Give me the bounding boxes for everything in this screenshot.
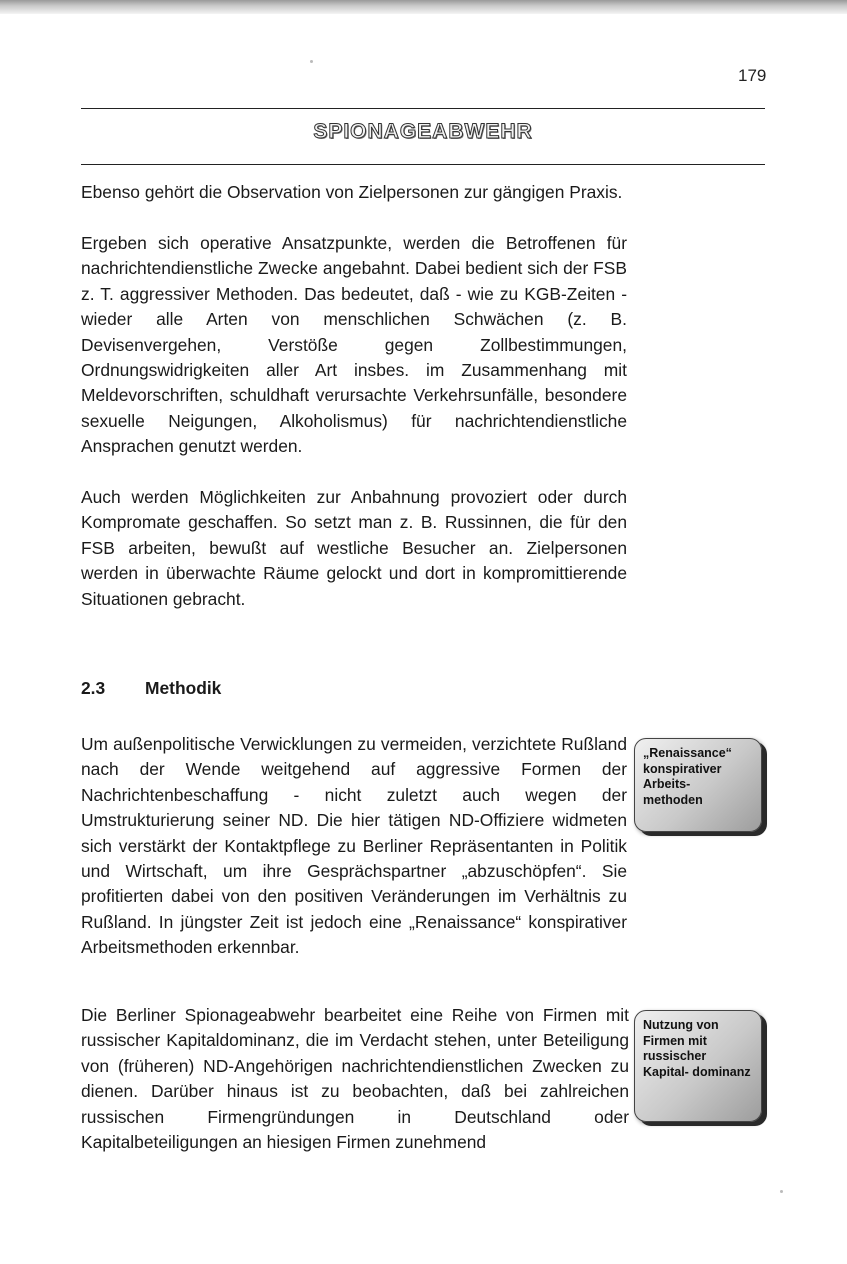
header-rule-bottom <box>81 164 765 165</box>
margin-note-renaissance <box>634 738 762 832</box>
paragraph-compromate <box>81 485 627 612</box>
paragraph-operative-approach <box>81 231 627 460</box>
scan-edge-shadow <box>0 0 847 14</box>
section-title: Methodik <box>145 678 222 698</box>
section-number: 2.3 <box>81 678 106 698</box>
paragraph-observation <box>81 180 627 205</box>
header-rule-top <box>81 108 765 109</box>
margin-note-russian-firms <box>634 1010 762 1122</box>
scan-speck <box>780 1190 783 1193</box>
paragraph-text: Auch werden Möglichkeiten zur Anbahnung provoziert oder durch Kompromate geschaffen. So setzt man z. B. Russinnen, die für den FSB arbeiten, bewußt auf westliche Besucher an. Zielpersonen werden in überwachte Räume gelockt und dort in kompromittierende Situationen gebracht. <box>81 487 627 609</box>
section-heading <box>81 678 221 699</box>
paragraph-text: Die Berliner Spionageabwehr bearbeitet eine Reihe von Firmen mit russischer Kapitaldominanz, die im Verdacht stehen, unter Beteiligung von (früheren) ND-Angehörigen nachrichtendienstlichen Zwecken zu dienen. Darüber hinaus ist zu beobachten, daß bei zahlreichen russischen Firmengründungen in Deutschland oder Kapitalbeteiligungen an hiesigen Firmen zunehmend <box>81 1005 629 1153</box>
margin-note-text: Nutzung von Firmen mit russischer Kapital- dominanz <box>643 1018 751 1079</box>
paragraph-text: Ergeben sich operative Ansatzpunkte, werden die Betroffenen für nachrichtendienstliche Zwecke angebahnt. Dabei bedient sich der FSB z. T. aggressiver Methoden. Das bedeutet, daß - wie zu KGB-Zeiten - wieder alle Arten von menschlichen Schwächen (z. B. Devisenvergehen, Verstöße gegen Zollbestimmungen, Ordnungswidrigkeiten aller Art insbes. im Zusammenhang mit Meldevorschriften, schuldhaft verursachte Verkehrsunfälle, besondere sexuelle Neigungen, Alkoholismus) für nachrichtendienstliche Ansprachen genutzt werden. <box>81 233 627 457</box>
scan-speck <box>310 60 313 63</box>
paragraph-text: Um außenpolitische Verwicklungen zu vermeiden, verzichtete Rußland nach der Wende weitgehend auf aggressive Formen der Nachrichtenbeschaffung - nicht zuletzt auch wegen der Umstrukturierung seiner ND. Die hier tätigen ND-Offiziere widmeten sich verstärkt der Kontaktpflege zu Berliner Repräsentanten in Politik und Wirtschaft, um ihre Gesprächspartner „abzuschöpfen“. Sie profitierten dabei von den positiven Veränderungen im Verhältnis zu Rußland. In jüngster Zeit ist jedoch eine „Renaissance“ konspirativer Arbeitsmethoden erkennbar. <box>81 734 627 958</box>
paragraph-text: Ebenso gehört die Observation von Zielpersonen zur gängigen Praxis. <box>81 182 623 202</box>
page-number: 179 <box>738 66 767 85</box>
paragraph-russian-firms <box>81 1003 629 1155</box>
paragraph-methodology <box>81 732 627 961</box>
page-header-title: SPIONAGEABWEHR <box>313 120 533 143</box>
margin-note-text: „Renaissance“ konspirativer Arbeits- methoden <box>643 746 732 807</box>
